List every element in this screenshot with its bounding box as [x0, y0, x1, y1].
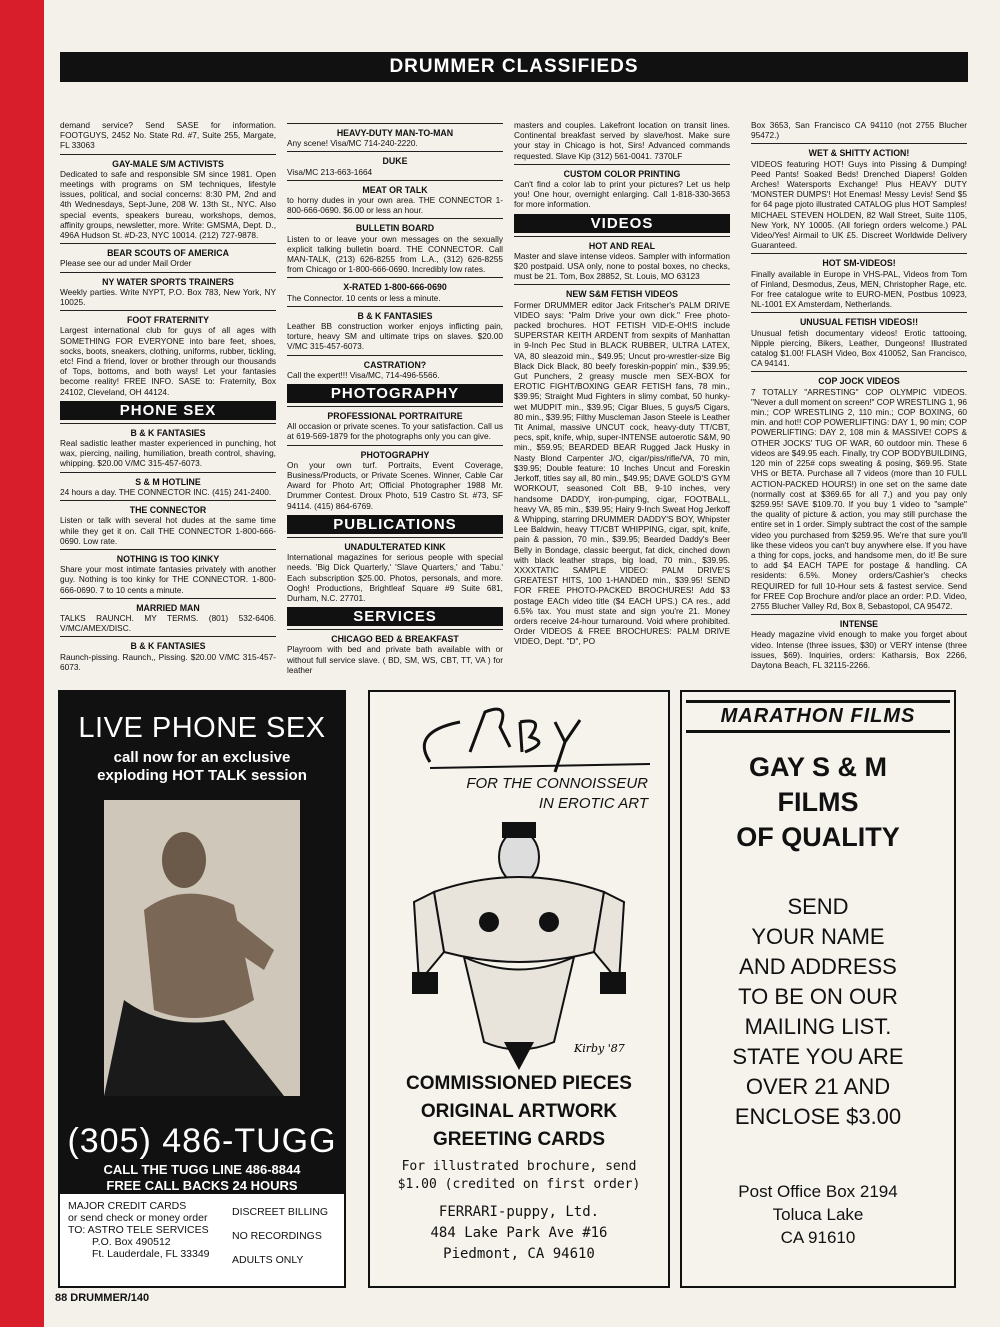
- feature-line: NO RECORDINGS: [232, 1230, 322, 1242]
- ad-list: [514, 236, 730, 647]
- ad-list: [287, 406, 503, 511]
- ad-body: to horny dudes in your own area. THE CONNECTOR 1-800-666-0690. $6.00 or less an hour.: [287, 195, 503, 216]
- ad-title: DUKE: [382, 156, 408, 167]
- ad-divider: [60, 423, 276, 424]
- ad-title: HEAVY-DUTY MAN-TO-MAN: [336, 128, 454, 138]
- ad-title: MEAT OR TALK: [362, 184, 428, 195]
- kirby-art-ad: [368, 690, 670, 1288]
- offer-line: MAILING LIST.: [744, 1014, 892, 1039]
- services-list: [370, 1070, 668, 1154]
- ad-title: COP JOCK VIDEOS: [818, 376, 900, 387]
- offer-line: STATE YOU ARE: [732, 1044, 904, 1069]
- ad-title: S & M HOTLINE: [135, 476, 201, 487]
- marathon-logo: MARATHON FILMS: [686, 700, 950, 733]
- payment-line: TO: ASTRO TELE SERVICES: [68, 1224, 209, 1236]
- ad-divider: [287, 218, 503, 219]
- ad-title: FOOT FRATERNITY: [127, 315, 209, 326]
- phone-number: (305) 486-TUGG: [67, 1122, 337, 1160]
- ad-title: B & K FANTASIES: [357, 310, 433, 321]
- model-photo: [104, 800, 300, 1096]
- ad-title: BULLETIN BOARD: [355, 223, 435, 234]
- ad-title: B & K FANTASIES: [130, 427, 206, 438]
- ad-title: NOTHING IS TOO KINKY: [116, 553, 220, 564]
- ad-subtitle: [60, 749, 344, 785]
- ad-body: On your own turf. Portraits, Event Coverage, Business/Products, or Private Scenes. Winner, Cable Car Award for Photo Art; Official Photographer 1988 Mr. Drummer Contest. Droux Photo, 519 Castro St. #73, SF 94114. (415) 864-6769.: [287, 459, 503, 511]
- offer-line: YOUR NAME: [751, 924, 885, 949]
- ad-title: MARRIED MAN: [136, 602, 200, 613]
- address-line: CA 91610: [780, 1228, 856, 1247]
- mailing-list-offer: [682, 892, 954, 1132]
- feature-line: ADULTS ONLY: [232, 1254, 304, 1266]
- ad-divider: [514, 164, 730, 165]
- ad-body: Largest international club for guys of all ages with SOMETHING FOR EVERYONE into bare feet, shoes, socks, boots, sneakers, clothing, uniforms, rubber, tickling, etc! Find a friend, lover or brother through our thousands of Tops, bottoms, and both ways! Let your fantasies become reality! FREE INFO. SASE to: Fraternity, Box 24102, Cleveland, OH 44124.: [60, 325, 276, 397]
- ad-divider: [287, 629, 503, 630]
- offer-line: TO BE ON OUR: [738, 984, 898, 1009]
- section-heading-services: SERVICES: [287, 607, 503, 626]
- tagline-line: IN EROTIC ART: [538, 795, 648, 812]
- address-line: 484 Lake Park Ave #16: [430, 1225, 608, 1241]
- ad-divider: [60, 636, 276, 637]
- headline-line: GAY S & M: [748, 752, 888, 782]
- page-edge-stripe: [0, 0, 44, 1327]
- ad-title: UNADULTERATED KINK: [344, 541, 446, 552]
- offer-line: AND ADDRESS: [739, 954, 897, 979]
- ad-body: Raunch-pissing. Raunch,, Pissing. $20.00 V/MC 315-457-6073.: [60, 651, 276, 672]
- classifieds-column-4: [751, 120, 967, 668]
- classifieds-column-2: [287, 120, 503, 675]
- ad-divider: [60, 243, 276, 244]
- ad-divider: [287, 277, 503, 278]
- ad-title: NY WATER SPORTS TRAINERS: [102, 276, 234, 287]
- tagline-line: FOR THE CONNOISSEUR: [466, 775, 648, 792]
- ad-divider: [514, 236, 730, 237]
- payment-line: Ft. Lauderdale, FL 33349: [92, 1248, 210, 1260]
- ad-body: Listen or talk with several hot dudes at the same time while they get it on. Call THE CONNECTOR 1-800-666-0690. Low rate.: [60, 515, 276, 546]
- ad-list: [60, 154, 276, 397]
- ad-title: CASTRATION?: [363, 359, 427, 370]
- ad-divider: [514, 284, 730, 285]
- ad-body: Leather BB construction worker enjoys inflicting pain, torture, heavy SM and ultimate trips on slaves. $20.00 V/MC 315-457-6073.: [287, 321, 503, 352]
- ad-body: Dedicated to safe and responsible SM since 1981. Open meetings with programs on SM techniques, lifestyle issues, political, and social concerns: 8:30 PM, 2nd and 4th Wednesdays, Sept-June, 208 W. 13th St., NYC. Also special events, speakers bureau, workshops, demos, affinity groups, newsletter, more. Write: GMSMA, Dept. D., 496A Hudson St. #D-23, NYC 10014. (212) 727-9878.: [60, 168, 276, 241]
- headline-line: FILMS: [777, 787, 859, 817]
- page-footer: 88 DRUMMER/140: [55, 1292, 150, 1304]
- service-line: GREETING CARDS: [432, 1129, 606, 1150]
- ad-body: Master and slave intense videos. Sampler with information $20 postpaid. USA only, none to postal boxes, no checks, must be 21. Tom, Box 28852, St. Louis, MO 63123: [514, 250, 730, 282]
- ad-subtitle-line: exploding HOT TALK session: [97, 767, 307, 784]
- ad-divider: [751, 312, 967, 313]
- ad-title: GAY-MALE S/M ACTIVISTS: [112, 158, 224, 169]
- payment-line: P.O. Box 490512: [92, 1236, 171, 1248]
- ad-title: LIVE PHONE SEX: [78, 712, 326, 744]
- ad-title: WET & SHITTY ACTION!: [808, 148, 910, 159]
- feature-line: DISCREET BILLING: [232, 1206, 329, 1218]
- ad-title: B & K FANTASIES: [130, 641, 206, 652]
- ad-title: PROFESSIONAL PORTRAITURE: [327, 411, 463, 422]
- offer-line: ENCLOSE $3.00: [734, 1104, 902, 1129]
- payment-info: [68, 1200, 228, 1260]
- section-heading-videos: VIDEOS: [514, 214, 730, 233]
- ad-body: Call the expert!!! Visa/MC, 714-496-5566.: [287, 369, 440, 380]
- ad-body: Playroom with bed and private bath available with or without full service slave. ( BD, SM, WS, CBT, TT, VA ) for leather: [287, 644, 503, 675]
- ad-divider: [60, 272, 276, 273]
- ad-divider: [751, 614, 967, 615]
- ad-title: X-RATED 1-800-666-0690: [343, 282, 447, 293]
- ad-body: Visa/MC 213-663-1664: [287, 166, 373, 177]
- ad-title: HOT AND REAL: [588, 240, 656, 251]
- ad-body: Share your most intimate fantasies privately with another guy. Nothing is too kinky for THE CONNECTOR. 1-800-666-0690. 7 to 10 cents a minute.: [60, 564, 276, 595]
- classifieds-column-3: [514, 120, 730, 668]
- service-line: ORIGINAL ARTWORK: [420, 1101, 618, 1122]
- ad-body: masters and couples. Lakefront location on transit lines. Continental breakfast served by slave/host. Make sure your stay in Chicago is hot, Sirs! Advanced commands requested. Slave Kip (312) 561-0041. 7370LF: [514, 120, 730, 161]
- ad-divider: [287, 355, 503, 356]
- ad-title: UNUSUAL FETISH VIDEOS!!: [799, 317, 919, 328]
- ad-title: PHOTOGRAPHY: [360, 449, 430, 460]
- ad-divider: [751, 253, 967, 254]
- ad-list: [287, 629, 503, 675]
- ad-divider: [287, 306, 503, 307]
- ad-divider: [60, 154, 276, 155]
- ad-divider: [60, 472, 276, 473]
- kirby-logo: [370, 692, 668, 782]
- ad-divider: [751, 371, 967, 372]
- call-line: CALL THE TUGG LINE 486-8844: [103, 1162, 301, 1177]
- ad-body: Please see our ad under Mail Order: [60, 258, 192, 269]
- mailing-address: [370, 1202, 668, 1265]
- muscleman-illustration: [394, 812, 644, 1072]
- ad-list: [514, 164, 730, 210]
- ad-body: Box 3653, San Francisco CA 94110 (not 2755 Blucher 95472.): [751, 120, 967, 141]
- model-photo-image: [104, 800, 300, 1096]
- ad-body: Listen to or leave your own messages on the sexually explicit talking bulletin board. THE CONNECTOR. Call MAN-TALK, (213) 626-8255 from L.A., (312) 626-8255 from Chicago or 1-800-666-0690. Incredibly low rates.: [287, 233, 503, 275]
- ad-tagline: [466, 774, 648, 814]
- ad-body: 7 TOTALLY "ARRESTING" COP OLYMPIC VIDEOS. "Never a dull moment on screen!" COP WRESTLING 1, 96 min.; COP WRESTLING 2, 110 min.; COP BOXING, 60 min. and hot!! COP POWERLIFTING: DAY 1, 90 min; COP POWERLIFTING: DAY 2, 108 min & MASSIVE! COPS & OTHER JOCKS' TUG OF WAR, 60 outdoor min. These 6 videos are $49.95 each. Finally, try COP BODYBUILDING, 120 min of 225# cops sweating & posing, $69.95. State VHS or BETA. Purchase all 7 videos (more than 10 FULL ACTION-PACKED HOURS!) in one set on the same date (normally cost at $369.65 for all 7,) and you pay only $259.95! SAVE $109.70. If you buy 1 video to "sample" the quality of picture & action, you may still purchase the entire set in 1 order. Simply subtract the cost of the sample video you purchased from $259.95. We're that sure you'll like these videos you can't buy anywhere else. If you have a thing for cops, jocks, and handsome men, do it! Be sure to add $4 EACH TAPE for postage & handling. CA residents: 6.5%. Money orders/Cashier's checks REQUIRED for full 10-Hour sets & fastest service. Send for FREE Cop Brochure and/or place an order: P.D. Video, 2755 Blucher Valley Rd, Box 8, Sebastopol, CA 95472.: [751, 386, 968, 611]
- ad-divider: [60, 549, 276, 550]
- ad-title: BEAR SCOUTS OF AMERICA: [107, 248, 229, 259]
- ad-title: NEW S&M FETISH VIDEOS: [566, 289, 678, 300]
- ad-body: Unusual fetish documentary videos! Erotic tattooing, Nipple piercing, Bikers, Leather, Dungeons! Illustrated catalog $1.00! FLASH Video, Box 410052, San Francisco, CA 94141.: [751, 327, 967, 369]
- call-line: FREE CALL BACKS 24 HOURS: [106, 1178, 298, 1193]
- ad-divider: [287, 151, 503, 152]
- classifieds-column-1: [60, 120, 276, 672]
- ad-divider: [60, 500, 276, 501]
- ad-divider: [287, 123, 503, 124]
- ad-divider: [60, 598, 276, 599]
- call-info: [60, 1162, 344, 1194]
- ad-body: TALKS RAUNCH. MY TERMS. (801) 532-6406. V/MC/AMEX/DISC.: [60, 612, 276, 634]
- ad-list: [287, 123, 503, 380]
- ad-title: HOT SM-VIDEOS!: [822, 258, 896, 269]
- section-heading-phone-sex: PHONE SEX: [60, 401, 276, 420]
- ad-body: Heady magazine vivid enough to make you forget about video. Intense (three issues, $30) or VERY intense (three issues, $69). Inquiries, orders: Katharsis, Box 2266, Daytona Beach, FL 32115-2266.: [751, 629, 967, 670]
- ad-divider: [751, 143, 967, 144]
- ad-body: Any scene! Visa/MC 714-240-2220.: [287, 138, 418, 149]
- service-line: COMMISSIONED PIECES: [406, 1073, 632, 1094]
- artist-signature: Kirby '87: [574, 1042, 625, 1055]
- section-heading-photography: PHOTOGRAPHY: [287, 384, 503, 403]
- ad-divider: [287, 180, 503, 181]
- payment-line: or send check or money order: [68, 1212, 208, 1224]
- address-line: Piedmont, CA 94610: [443, 1246, 595, 1262]
- ad-body: The Connector. 10 cents or less a minute.: [287, 292, 441, 303]
- ad-title: CHICAGO BED & BREAKFAST: [331, 634, 459, 645]
- address-line: Toluca Lake: [772, 1205, 864, 1224]
- ad-title: INTENSE: [839, 619, 879, 630]
- ad-divider: [287, 406, 503, 407]
- ad-title: CUSTOM COLOR PRINTING: [563, 168, 681, 179]
- brochure-offer: For illustrated brochure, send $1.00 (credited on first order): [397, 1159, 641, 1192]
- mailing-address: [682, 1180, 954, 1249]
- ad-body: International magazines for serious people with special needs. 'Big Dick Quarterly,' 'Slave Quarters,' and 'Tabu.' Each subscription $25.00. Photos, personals, and more. Oogh! Productions, Brightleaf Square #9 Suite 681, Durham, N.C. 27701.: [287, 552, 503, 603]
- headline-line: OF QUALITY: [736, 822, 900, 852]
- payment-line: MAJOR CREDIT CARDS: [68, 1200, 187, 1212]
- ad-divider: [60, 310, 276, 311]
- ad-body: 24 hours a day. THE CONNECTOR INC. (415) 241-2400.: [60, 486, 272, 497]
- ordering-info-box: [60, 1194, 344, 1286]
- ad-divider: [287, 445, 503, 446]
- section-heading-publications: PUBLICATIONS: [287, 515, 503, 534]
- marathon-films-ad: [680, 690, 956, 1288]
- ad-body: Can't find a color lab to print your pictures? Let us help you! One hour, overnight enlarging. Call 1-818-330-3653 for more information.: [514, 179, 730, 210]
- ad-body: Finally available in Europe in VHS-PAL, Videos from Tom of Finland, Desmodus, Zeus, MEN, Christopher Rage, etc. For free catalogue write to EURO-MEN, Postbus 10923, NL-1001 EX Amsterdam, Netherlands.: [751, 268, 967, 310]
- offer-line: OVER 21 AND: [745, 1074, 891, 1099]
- section-banner: DRUMMER CLASSIFIEDS: [60, 52, 968, 82]
- phone-sex-ad: [58, 690, 346, 1288]
- ad-subtitle-line: call now for an exclusive: [113, 749, 291, 766]
- ad-body: demand service? Send SASE for information. FOOTGUYS, 2452 No. State Rd. #7, Suite 255, Margate, FL 33063: [60, 120, 276, 151]
- ad-body: Weekly parties. Write NYPT, P.O. Box 783, New York, NY 10025.: [60, 286, 276, 308]
- ad-title: THE CONNECTOR: [129, 505, 207, 516]
- ad-body: All occasion or private scenes. To your satisfaction. Call us at 619-569-1879 for the photographs only you can give.: [287, 421, 503, 442]
- offer-line: SEND: [787, 894, 849, 919]
- ad-list: [60, 423, 276, 672]
- service-features: [232, 1206, 340, 1278]
- address-line: FERRARI-puppy, Ltd.: [438, 1204, 600, 1220]
- ad-list: [751, 143, 967, 670]
- ad-body: Real sadistic leather master experienced in punching, hot wax, piercing, nailing, humiliation, breath control, shaving, whipping. $20.00 V/MC 315-457-6073.: [60, 438, 276, 469]
- address-line: Post Office Box 2194: [738, 1182, 898, 1201]
- ad-list: [287, 537, 503, 603]
- ad-body: Former DRUMMER editor Jack Fritscher's PALM DRIVE VIDEO says: "Palm Drive your own dick." Free photo-packed brochures. HOT FETISH VID-E-OH!S include SUPERSTAR KEITH ARDENT from sexpits of Manhattan in 9-Inch Pec Stud in BLACK RUBBER, ULTRA LATEX, VA, 80 sleazoid min., $49.95; Uncut pro-wrestler-size Big Black Dick Black, 80 beefy foreskin-poppin' min., $39.95; Gut Punchers, 2 greasy muscle men SEX-BOX for EROTIC FIGHT/BOXING GEAR FETISH fans, 78 min., $39.95; Straight Mud Fighters in slimy combat, 50 hunky-wet MUDPIT min., $39.95; Cigar Blues, 5 guys/5 Cigars, 80 min., $39.95; Filthy Muscleman Jason Steele is Leather Tit Animal, massive UNCUT cock, heavy-duty TT/CBT, pecs, spit, knife, whip, super-INTENSE autoerotic S&M, 90 min., $59.95; BEARDED BEAR Rugged Jack Husky in Nasty Blond Carpenter J/O, cigar/piss/rifle/VA, 70 min, $39.95; Double feature: 10 Inches Uncut and Foreskin Jerkoff, titles say all, 80 min., $49.95; DAVE GOLD'S GYM WORKOUT, seasoned Colt BB, 9-10 inches, very handsome DADDY, iron-pumping, cigar, FOOTBALL, heavy VA, 85 min., $39.95; Hairy 9-Inch Sweat Hog Jerkoff & Whipping, starring DRUMMER DADDY'S BOY, Whipster Lee Baldwin, heavy TT/CBT WHIPPING, cigar, spit, knife, pain & passion, 70 min., $39.95; Bearded Daddy's Beer Belly in Bondage, classic beergut, fat dick, cinched down with black leather straps, big load, 70 min., $39.95. XXXXTATIC SAMPLE VIDEO: PALM DRIVE'S GREATEST HITS, 100 1-HANDED min., $39.95! SEND FOR FREE PHOTO-PACKED BROCHURES! Add $3 postage EACh video title ($4 EACH UPS.) CA res., add 6.5% tax. You must state and sign you're 21. Money orders receive 24-hour turnaround. Void where prohibited. Order VIDEOS & FREE BROCHURES: PALM DRIVE VIDEO, Dept. "D", PO: [514, 299, 730, 647]
- ad-divider: [287, 537, 503, 538]
- ad-body: VIDEOS featuring HOT! Guys into Pissing & Dumping! Peed Pants! Soaked Beds! Drenched Diapers! Golden Arches! Watersports Exchange! Plus HEAVY DUTY 'MONSTER DUMPS'! Hot Enemas! Messy Levis! Send $5 for 64 page pjoto illustrated CATALOG plus HOT Samples! MICHAEL STEVEN HOLDEN, 82 Wall Street, Suite 1105, New York, NY 10005. (All foriegn orders welcome.) PAL Video/Yes! Airmail to UK £5. Discreet Worldwide Delivery Guaranteed.: [751, 158, 967, 251]
- ad-headline: [682, 750, 954, 855]
